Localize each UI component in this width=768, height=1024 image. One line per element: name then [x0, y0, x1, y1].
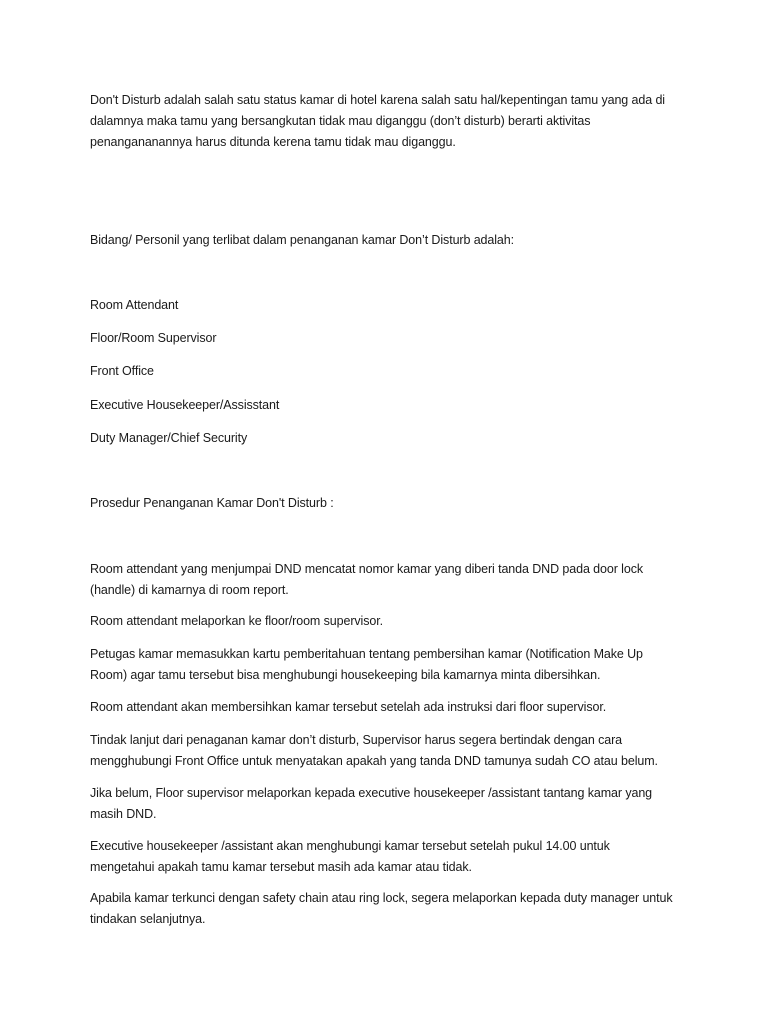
procedure-step: Executive housekeeper /assistant akan menghubungi kamar tersebut setelah pukul 14.00 untuk mengetahui apakah tamu kamar tersebut masih ada kamar atau tidak.	[90, 839, 610, 874]
procedure-step: Room attendant melaporkan ke floor/room supervisor.	[90, 614, 383, 628]
procedure-step: Petugas kamar memasukkan kartu pemberitahuan tentang pembersihan kamar (Notification Make Up Room) agar tamu tersebut bisa menghubungi housekeeping bila kamarnya minta dibersihkan.	[90, 647, 643, 682]
procedure-step: Apabila kamar terkunci dengan safety chain atau ring lock, segera melaporkan kepada duty manager untuk tindakan selanjutnya.	[90, 891, 673, 926]
procedure-step: Tindak lanjut dari penaganan kamar don’t disturb, Supervisor harus segera bertindak dengan cara mengghubungi Front Office untuk menyatakan apakah yang tanda DND tamunya sudah CO atau belum.	[90, 733, 658, 768]
procedure-heading: Prosedur Penanganan Kamar Don't Disturb :	[90, 496, 334, 510]
personnel-item-floor-supervisor: Floor/Room Supervisor	[90, 331, 217, 345]
personnel-heading: Bidang/ Personil yang terlibat dalam penanganan kamar Don’t Disturb adalah:	[90, 233, 515, 247]
personnel-item-executive-housekeeper: Executive Housekeeper/Assisstant	[90, 398, 280, 412]
procedure-step: Room attendant akan membersihkan kamar tersebut setelah ada instruksi dari floor supervisor.	[90, 700, 607, 714]
personnel-item-duty-manager: Duty Manager/Chief Security	[90, 431, 248, 445]
procedure-step: Jika belum, Floor supervisor melaporkan kepada executive housekeeper /assistant tantang kamar yang masih DND.	[90, 786, 653, 821]
personnel-item-front-office: Front Office	[90, 364, 154, 378]
personnel-item-room-attendant: Room Attendant	[90, 298, 179, 312]
intro-paragraph: Don't Disturb adalah salah satu status kamar di hotel karena salah satu hal/kepentingan tamu yang ada di dalamnya maka tamu yang bersangkutan tidak mau diganggu (don’t disturb) berarti aktivitas penangananannya harus ditunda kerena tamu tidak mau diganggu.	[90, 93, 665, 149]
procedure-step: Room attendant yang menjumpai DND mencatat nomor kamar yang diberi tanda DND pada door lock (handle) di kamarnya di room report.	[90, 562, 643, 597]
